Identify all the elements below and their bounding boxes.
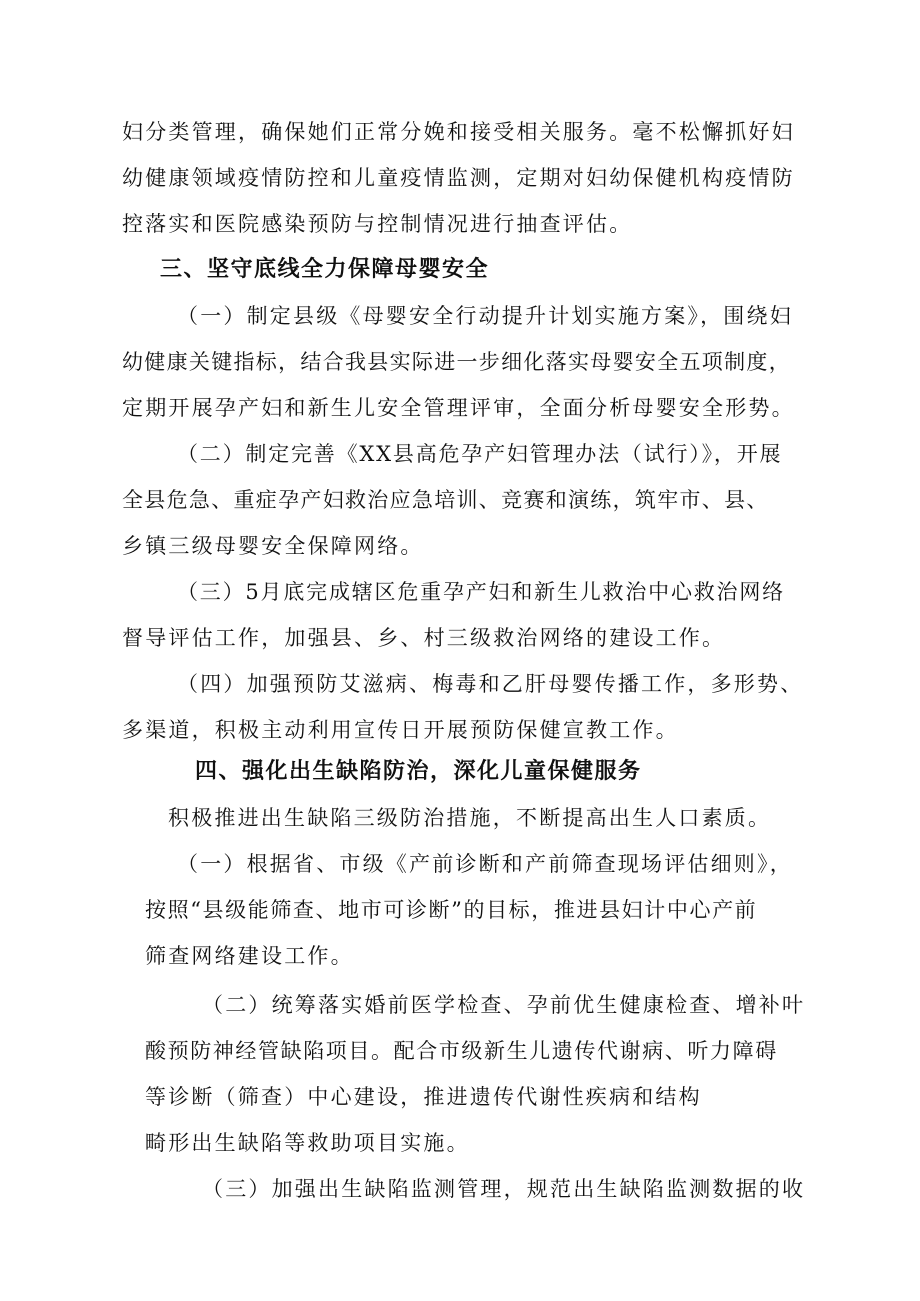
paragraph-line: （一）根据省、市级《产前诊断和产前筛查现场评估细则》， <box>177 852 793 876</box>
paragraph-line: 按照“县级能筛查、地市可诊断”的目标，推进县妇计中心产前 <box>145 898 758 922</box>
paragraph-line: 定期开展孕产妇和新生儿安全管理评审，全面分析母婴安全形势。 <box>122 396 795 420</box>
paragraph-line: 多渠道，积极主动利用宣传日开展预防保健宣教工作。 <box>122 718 679 742</box>
paragraph-line: （二）统筹落实婚前医学检查、孕前优生健康检查、增补叶 <box>202 993 806 1017</box>
paragraph-line: 积极推进出生缺陷三级防治措施，不断提高出生人口素质。 <box>168 806 772 830</box>
paragraph-line: 全县危急、重症孕产妇救治应急培训、竞赛和演练，筑牢市、县、 <box>122 488 769 512</box>
paragraph-line: （一）制定县级《母婴安全行动提升计划实施方案》，围绕妇 <box>177 304 793 328</box>
section-heading-4: 四、强化出生缺陷防治，深化儿童保健服务 <box>195 759 642 784</box>
paragraph-line: 幼健康关键指标，结合我县实际进一步细化落实母婴安全五项制度， <box>122 350 791 374</box>
paragraph-line: 控落实和医院感染预防与控制情况进行抽查评估。 <box>122 212 633 236</box>
paragraph-line: 酸预防神经管缺陷项目。配合市级新生儿遗传代谢病、听力障碍 <box>145 1039 778 1063</box>
paragraph-line: 筛查网络建设工作。 <box>145 944 354 968</box>
paragraph-line: （三）加强出生缺陷监测管理，规范出生缺陷监测数据的收 <box>202 1177 806 1201</box>
paragraph-line: 妇分类管理，确保她们正常分娩和接受相关服务。毫不松懈抓好妇 <box>122 120 795 144</box>
paragraph-line: 等诊断（筛查）中心建设，推进遗传代谢性疾病和结构 <box>145 1085 702 1109</box>
paragraph-line: 督导评估工作，加强县、乡、村三级救治网络的建设工作。 <box>122 626 726 650</box>
paragraph-line: 乡镇三级母婴安全保障网络。 <box>122 534 424 558</box>
paragraph-line: 畸形出生缺陷等救助项目实施。 <box>145 1131 470 1155</box>
paragraph-line: 幼健康领域疫情防控和儿童疫情监测，定期对妇幼保健机构疫情防 <box>122 166 795 190</box>
section-heading-3: 三、坚守底线全力保障母婴安全 <box>160 257 490 282</box>
paragraph-line: （二）制定完善《XX县高危孕产妇管理办法（试行）》，开展 <box>177 442 783 466</box>
paragraph-line: （三）5月底完成辖区危重孕产妇和新生儿救治中心救治网络 <box>177 580 785 604</box>
paragraph-line: （四）加强预防艾滋病、梅毒和乙肝母婴传播工作，多形势、 <box>177 672 804 696</box>
